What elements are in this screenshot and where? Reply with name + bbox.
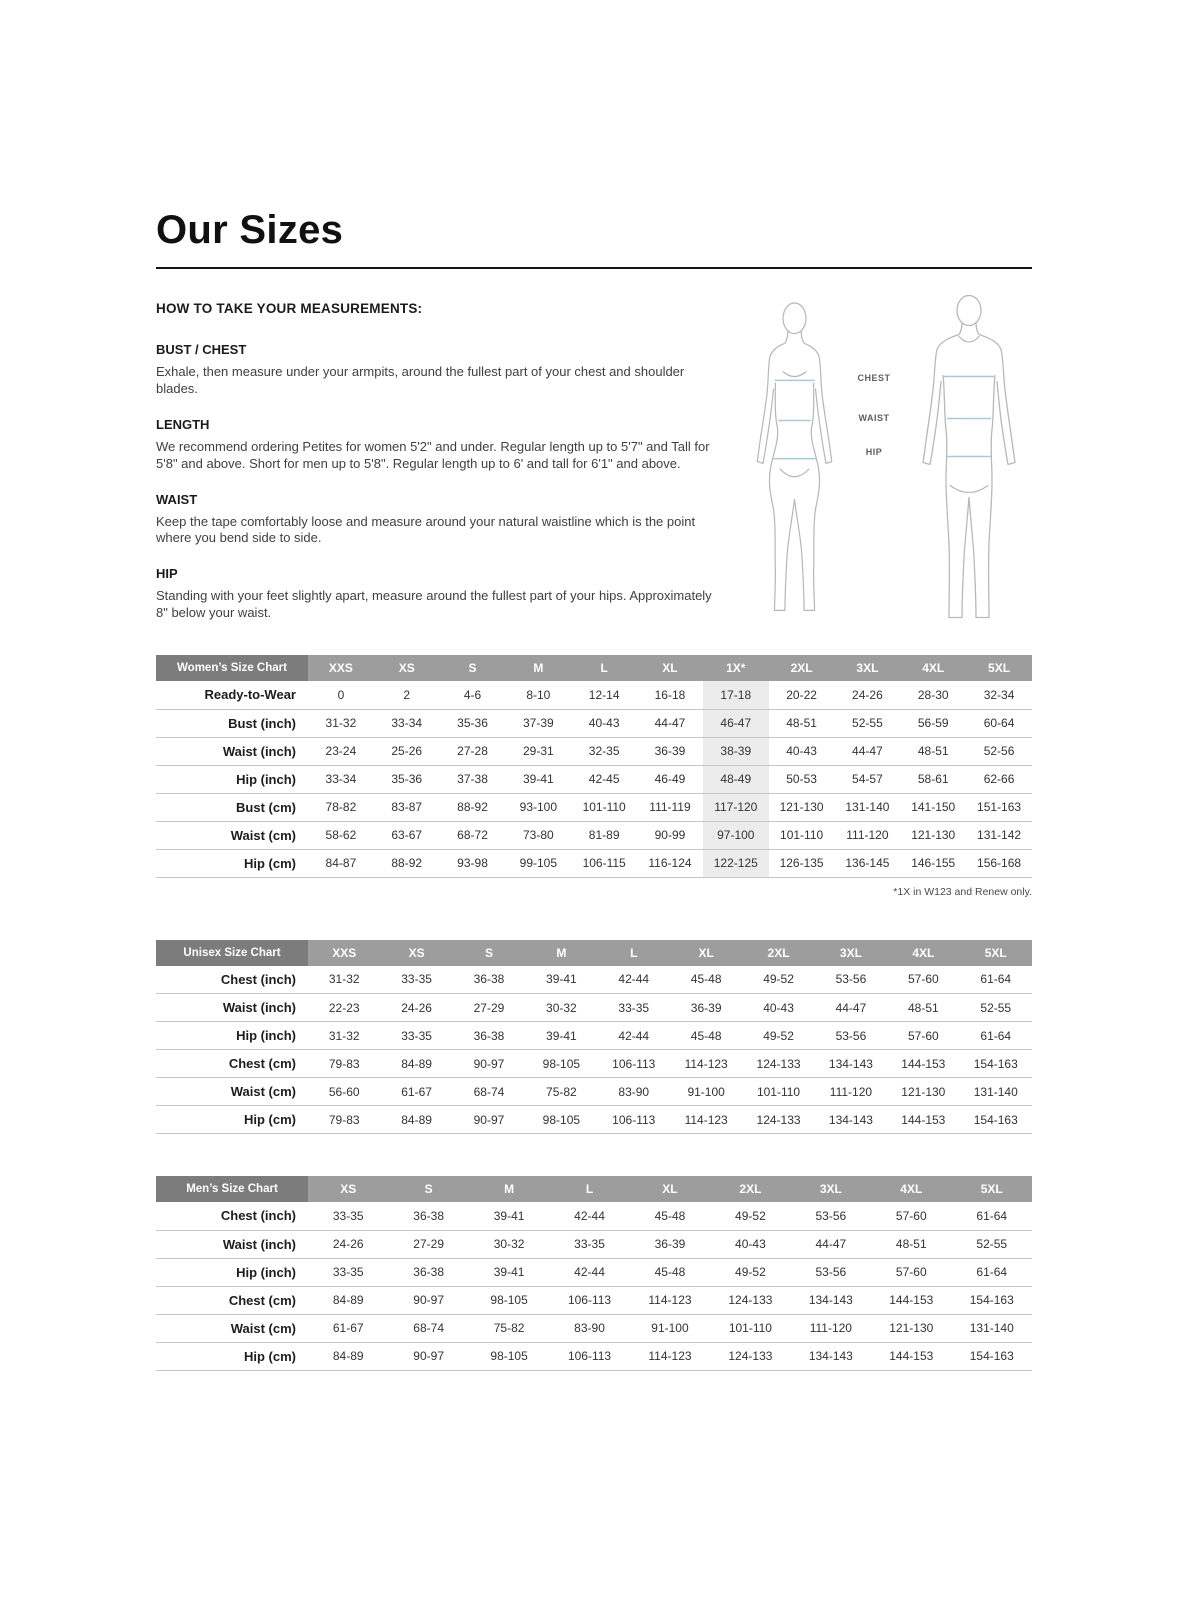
size-cell: 36-38: [413, 1265, 444, 1280]
size-column-header: XXS: [308, 940, 380, 966]
size-column-header: S: [453, 940, 525, 966]
size-column-header: XS: [308, 1176, 388, 1202]
size-cell: 114-123: [648, 1349, 692, 1364]
size-column-header: L: [598, 940, 670, 966]
size-cell: 124-133: [728, 1349, 773, 1364]
row-label: Waist (cm): [230, 1084, 296, 1100]
row-label: Chest (inch): [220, 971, 296, 987]
size-column-header: 1X*: [703, 655, 769, 681]
measurement-row: [156, 994, 1032, 1022]
row-label: Hip (cm): [244, 855, 296, 871]
section-title: BUST / CHEST: [156, 342, 247, 357]
size-cell: 61-64: [976, 1265, 1008, 1280]
figure-label-waist: WAIST: [858, 413, 890, 423]
section-body: Exhale, then measure under your armpits, around the fullest part of your chest and shoulder blades.: [156, 364, 685, 396]
size-cell: 36-39: [690, 1000, 722, 1015]
size-cell: 45-48: [690, 1028, 722, 1043]
size-cell: 131-140: [969, 1321, 1014, 1336]
size-column-header: 2XL: [769, 655, 835, 681]
size-cell: 144-153: [901, 1056, 946, 1071]
table-footnote: *1X in W123 and Renew only.: [893, 885, 1032, 898]
size-column-header: XL: [670, 940, 742, 966]
size-cell: 83-87: [391, 800, 423, 815]
size-cell: 144-153: [889, 1293, 934, 1308]
section-body: We recommend ordering Petites for women 5'2" and under. Regular length up to 5'7" and Tall for 5'8" and above. Short for men up to 5'8". Regular length up to 6' and tall for 6'1" and above.: [156, 438, 710, 471]
size-cell: 49-52: [735, 1208, 766, 1223]
size-column-header: M: [505, 655, 571, 681]
size-cell: 42-44: [574, 1208, 605, 1223]
measurement-row: [156, 1106, 1032, 1134]
size-table-men-s-size-chart: [156, 1176, 1032, 1371]
size-cell: 44-47: [815, 1237, 847, 1252]
size-cell: 90-97: [413, 1293, 444, 1308]
size-cell: 81-89: [588, 828, 620, 843]
size-cell: 61-67: [332, 1321, 364, 1336]
size-column-header: XS: [380, 940, 452, 966]
header-row: [156, 940, 1032, 966]
size-cell: 62-66: [983, 772, 1015, 787]
size-cell: 40-43: [763, 1000, 794, 1015]
size-cell: 33-34: [391, 716, 423, 731]
size-cell: 52-55: [976, 1237, 1008, 1252]
size-cell: 53-56: [835, 1028, 867, 1043]
size-cell: 134-143: [808, 1293, 853, 1308]
size-cell: 53-56: [815, 1265, 847, 1280]
size-cell: 36-38: [473, 972, 505, 987]
row-label: Hip (cm): [244, 1112, 296, 1128]
size-cell: 33-35: [618, 1000, 650, 1015]
size-cell: 98-105: [490, 1293, 528, 1308]
size-cell: 57-60: [907, 972, 939, 987]
size-cell: 121-130: [911, 828, 956, 843]
size-cell: 98-105: [542, 1056, 581, 1071]
size-table-women-s-size-chart: [156, 655, 1032, 878]
size-cell: 111-120: [846, 828, 889, 843]
size-cell: 33-35: [574, 1237, 605, 1252]
table-block-unisex-size-chart: [156, 940, 1032, 1135]
size-cell: 30-32: [546, 1000, 577, 1015]
row-label: Hip (inch): [236, 1264, 296, 1280]
size-cell: 154-163: [973, 1056, 1018, 1071]
size-cell: 57-60: [907, 1028, 939, 1043]
size-charts: [156, 655, 1032, 1371]
size-cell: 45-48: [690, 972, 722, 987]
measurement-row: [156, 681, 1032, 709]
size-cell: 61-67: [401, 1084, 432, 1099]
size-cell: 126-135: [779, 856, 824, 871]
size-cell: 40-43: [735, 1237, 766, 1252]
page-title: Our Sizes: [156, 208, 344, 252]
size-column-header: 3XL: [791, 1176, 871, 1202]
size-cell: 44-47: [852, 744, 883, 759]
header-row: [156, 1176, 1032, 1202]
size-cell: 83-90: [574, 1321, 605, 1336]
size-cell: 84-87: [325, 856, 357, 871]
row-label: Hip (cm): [244, 1348, 296, 1364]
size-cell: 91-100: [687, 1084, 725, 1099]
size-cell: 39-41: [493, 1208, 525, 1223]
size-cell: 49-52: [735, 1265, 766, 1280]
figure-label-chest: CHEST: [857, 373, 891, 383]
size-cell: 75-82: [493, 1321, 525, 1336]
size-cell: 84-89: [332, 1293, 364, 1308]
size-cell: 124-133: [756, 1112, 801, 1127]
size-column-header: 5XL: [966, 655, 1032, 681]
size-cell: 122-125: [703, 849, 769, 877]
size-cell: 39-41: [546, 972, 577, 987]
size-cell: 12-14: [588, 687, 620, 702]
section-body: Keep the tape comfortably loose and measure around your natural waistline which is the point where you bend side to side.: [156, 513, 696, 546]
size-cell: 106-115: [582, 856, 626, 871]
size-cell: 53-56: [815, 1208, 847, 1223]
section-length: [156, 417, 714, 473]
size-cell: 58-61: [917, 772, 949, 787]
measurement-row: [156, 1202, 1032, 1230]
size-cell: 39-41: [546, 1028, 577, 1043]
size-cell: 23-24: [325, 744, 357, 759]
size-cell: 48-51: [895, 1237, 927, 1252]
size-cell: 50-53: [786, 772, 817, 787]
row-label: Ready-to-Wear: [204, 687, 296, 703]
size-cell: 63-67: [391, 828, 423, 843]
body-measurement-figures: [742, 289, 1032, 634]
size-cell: 131-140: [845, 800, 890, 815]
size-cell: 90-99: [654, 828, 686, 843]
size-cell: 36-38: [413, 1208, 444, 1223]
figure-label-hip: HIP: [865, 447, 883, 457]
section-waist: [156, 492, 714, 548]
size-cell: 48-51: [786, 716, 817, 731]
size-cell: 121-130: [779, 800, 824, 815]
size-cell: 24-26: [332, 1237, 364, 1252]
size-column-header: 5XL: [952, 1176, 1033, 1202]
size-cell: 33-34: [325, 772, 357, 787]
size-cell: 49-52: [763, 1028, 794, 1043]
size-cell: 45-48: [654, 1265, 686, 1280]
section-title: WAIST: [156, 491, 198, 507]
size-cell: 39-41: [493, 1265, 525, 1280]
size-cell: 31-32: [325, 716, 357, 731]
size-cell: 42-45: [588, 772, 620, 787]
size-cell: 90-97: [473, 1056, 505, 1071]
size-cell: 131-140: [973, 1084, 1018, 1099]
size-cell: 33-35: [401, 1028, 432, 1043]
size-cell: 114-123: [684, 1112, 728, 1127]
measurement-row: [156, 793, 1032, 821]
size-cell: 75-82: [546, 1084, 577, 1099]
size-cell: 52-55: [852, 716, 883, 731]
row-label: Waist (cm): [230, 827, 296, 843]
size-cell: 35-36: [391, 772, 423, 787]
size-cell: 27-29: [473, 1000, 505, 1015]
size-cell: 44-47: [835, 1000, 867, 1015]
size-cell: 146-155: [911, 856, 956, 871]
size-cell: 52-55: [980, 1000, 1012, 1015]
size-cell: 84-89: [401, 1056, 432, 1071]
size-cell: 31-32: [328, 1028, 360, 1043]
size-cell: 44-47: [654, 716, 686, 731]
size-cell: 78-82: [325, 800, 357, 815]
size-cell: 28-30: [917, 687, 949, 702]
size-cell: 79-83: [328, 1112, 360, 1127]
size-cell: 24-26: [852, 687, 883, 702]
size-cell: 40-43: [786, 744, 817, 759]
size-cell: 31-32: [328, 972, 360, 987]
size-cell: 111-119: [649, 800, 691, 815]
instructions-heading: HOW TO TAKE YOUR MEASUREMENTS:: [156, 301, 423, 316]
size-column-header: XS: [374, 655, 440, 681]
size-cell: 154-163: [969, 1349, 1014, 1364]
size-column-header: XL: [637, 655, 703, 681]
size-column-header: 5XL: [960, 940, 1032, 966]
size-cell: 32-35: [588, 744, 620, 759]
section-bust-chest: [156, 342, 714, 398]
size-column-header: 4XL: [887, 940, 959, 966]
size-cell: 36-39: [654, 1237, 686, 1252]
size-cell: 154-163: [969, 1293, 1014, 1308]
size-cell: 91-100: [651, 1321, 689, 1336]
row-label: Waist (cm): [230, 1320, 296, 1336]
row-label: Waist (inch): [222, 743, 296, 759]
size-cell: 141-150: [911, 800, 956, 815]
size-column-header: L: [549, 1176, 629, 1202]
section-title: HIP: [156, 566, 178, 582]
size-column-header: M: [469, 1176, 549, 1202]
size-cell: 101-110: [756, 1084, 801, 1099]
size-cell: 32-34: [983, 687, 1015, 702]
size-cell: 151-163: [977, 800, 1022, 815]
size-cell: 42-44: [574, 1265, 605, 1280]
size-cell: 84-89: [401, 1112, 432, 1127]
male-figure: [907, 289, 1032, 634]
measurement-row: [156, 849, 1032, 877]
measurement-row: [156, 966, 1032, 994]
size-column-header: S: [440, 655, 506, 681]
size-cell: 0: [337, 687, 345, 702]
size-cell: 131-142: [977, 828, 1022, 843]
measurement-instructions: [156, 301, 714, 641]
row-label: Bust (inch): [228, 715, 296, 731]
size-cell: 33-35: [332, 1265, 364, 1280]
size-cell: 36-38: [473, 1028, 505, 1043]
size-cell: 4-6: [463, 687, 482, 702]
size-cell: 38-39: [703, 737, 769, 765]
measurement-row: [156, 1078, 1032, 1106]
size-cell: 101-110: [582, 800, 626, 815]
size-cell: 106-113: [567, 1349, 612, 1364]
size-cell: 33-35: [401, 972, 432, 987]
size-cell: 40-43: [588, 716, 620, 731]
row-label: Bust (cm): [236, 799, 296, 815]
size-cell: 68-74: [413, 1321, 444, 1336]
size-cell: 134-143: [808, 1349, 853, 1364]
chart-title: Men’s Size Chart: [156, 1176, 308, 1202]
size-cell: 93-100: [519, 800, 558, 815]
size-cell: 90-97: [413, 1349, 444, 1364]
measurement-row: [156, 1314, 1032, 1342]
measurement-row: [156, 1022, 1032, 1050]
size-cell: 134-143: [828, 1112, 873, 1127]
size-cell: 68-74: [473, 1084, 505, 1099]
size-cell: 48-51: [917, 744, 949, 759]
size-cell: 57-60: [895, 1208, 927, 1223]
measurement-row: [156, 765, 1032, 793]
measurement-row: [156, 709, 1032, 737]
row-label: Chest (cm): [228, 1056, 296, 1072]
size-cell: 116-124: [648, 856, 692, 871]
size-cell: 98-105: [542, 1112, 581, 1127]
size-cell: 42-44: [618, 972, 650, 987]
measurement-row: [156, 1050, 1032, 1078]
size-cell: 90-97: [473, 1112, 505, 1127]
size-cell: 22-23: [328, 1000, 360, 1015]
size-column-header: S: [388, 1176, 468, 1202]
size-cell: 58-62: [325, 828, 357, 843]
section-body: Standing with your feet slightly apart, measure around the fullest part of your hips. Approximately 8" below your waist.: [156, 588, 712, 621]
size-cell: 24-26: [401, 1000, 432, 1015]
size-cell: 48-49: [703, 765, 769, 793]
measurement-guide: [156, 301, 1032, 641]
row-label: Hip (inch): [236, 771, 296, 787]
size-cell: 106-113: [567, 1293, 612, 1308]
size-cell: 54-57: [852, 772, 883, 787]
size-cell: 124-133: [756, 1056, 801, 1071]
size-cell: 117-120: [703, 793, 769, 821]
size-column-header: XL: [630, 1176, 710, 1202]
measurement-row: [156, 821, 1032, 849]
size-column-header: L: [571, 655, 637, 681]
size-cell: 61-64: [976, 1208, 1008, 1223]
size-cell: 106-113: [612, 1112, 656, 1127]
size-cell: 79-83: [328, 1056, 360, 1071]
size-cell: 56-59: [917, 716, 949, 731]
measurement-row: [156, 1286, 1032, 1314]
size-cell: 27-28: [457, 744, 488, 759]
size-cell: 30-32: [493, 1237, 525, 1252]
size-cell: 46-47: [703, 709, 769, 737]
size-cell: 99-105: [519, 856, 558, 871]
measurement-row: [156, 1258, 1032, 1286]
size-column-header: 4XL: [871, 1176, 951, 1202]
row-label: Chest (inch): [220, 1208, 296, 1224]
size-cell: 56-60: [328, 1084, 360, 1099]
size-cell: 101-110: [728, 1321, 772, 1336]
size-cell: 88-92: [457, 800, 488, 815]
size-column-header: 2XL: [742, 940, 814, 966]
size-cell: 36-39: [654, 744, 686, 759]
size-cell: 124-133: [728, 1293, 773, 1308]
measurement-row: [156, 1342, 1032, 1370]
size-cell: 20-22: [786, 687, 817, 702]
table-block-men-s-size-chart: [156, 1176, 1032, 1371]
size-column-header: 3XL: [835, 655, 901, 681]
size-cell: 60-64: [983, 716, 1015, 731]
section-hip: [156, 566, 714, 622]
size-cell: 114-123: [648, 1293, 692, 1308]
size-cell: 106-113: [612, 1056, 656, 1071]
size-cell: 2: [403, 687, 411, 702]
size-column-header: XXS: [308, 655, 374, 681]
size-cell: 17-18: [703, 681, 769, 709]
chart-title: Unisex Size Chart: [156, 940, 308, 966]
size-cell: 46-49: [654, 772, 686, 787]
size-cell: 144-153: [901, 1112, 946, 1127]
size-cell: 144-153: [889, 1349, 934, 1364]
size-cell: 61-64: [980, 1028, 1012, 1043]
size-cell: 53-56: [835, 972, 867, 987]
size-cell: 37-39: [522, 716, 554, 731]
size-cell: 98-105: [490, 1349, 528, 1364]
section-title: LENGTH: [156, 416, 210, 432]
size-cell: 121-130: [889, 1321, 934, 1336]
size-cell: 52-56: [983, 744, 1015, 759]
size-cell: 29-31: [522, 744, 554, 759]
size-cell: 136-145: [845, 856, 890, 871]
size-cell: 68-72: [457, 828, 488, 843]
female-figure: [742, 289, 847, 634]
size-column-header: M: [525, 940, 597, 966]
size-cell: 25-26: [391, 744, 423, 759]
size-cell: 154-163: [973, 1112, 1018, 1127]
size-cell: 27-29: [413, 1237, 444, 1252]
size-cell: 39-41: [522, 772, 554, 787]
size-table-unisex-size-chart: [156, 940, 1032, 1135]
chart-title: Women’s Size Chart: [156, 655, 308, 681]
size-cell: 61-64: [980, 972, 1012, 987]
size-cell: 93-98: [457, 856, 488, 871]
size-cell: 49-52: [763, 972, 794, 987]
size-cell: 111-120: [829, 1084, 873, 1099]
size-cell: 156-168: [977, 856, 1022, 871]
size-cell: 101-110: [780, 828, 824, 843]
size-cell: 57-60: [895, 1265, 927, 1280]
table-block-women-s-size-chart: [156, 655, 1032, 898]
size-column-header: 3XL: [815, 940, 887, 966]
size-cell: 37-38: [457, 772, 488, 787]
measurement-row: [156, 1230, 1032, 1258]
size-column-header: 2XL: [710, 1176, 790, 1202]
size-cell: 114-123: [684, 1056, 728, 1071]
row-label: Hip (inch): [236, 1028, 296, 1044]
size-cell: 121-130: [901, 1084, 946, 1099]
row-label: Chest (cm): [228, 1292, 296, 1308]
header-row: [156, 655, 1032, 681]
size-cell: 73-80: [522, 828, 554, 843]
size-cell: 33-35: [332, 1208, 364, 1223]
size-cell: 84-89: [332, 1349, 364, 1364]
size-cell: 45-48: [654, 1208, 686, 1223]
measurement-row: [156, 737, 1032, 765]
title-divider: [156, 267, 1032, 269]
row-label: Waist (inch): [222, 1000, 296, 1016]
size-cell: 88-92: [391, 856, 423, 871]
size-cell: 48-51: [907, 1000, 939, 1015]
size-cell: 35-36: [457, 716, 488, 731]
size-cell: 42-44: [618, 1028, 650, 1043]
size-cell: 97-100: [703, 821, 769, 849]
size-cell: 111-120: [809, 1321, 852, 1336]
size-column-header: 4XL: [900, 655, 966, 681]
size-cell: 16-18: [654, 687, 686, 702]
size-cell: 8-10: [526, 687, 551, 702]
row-label: Waist (inch): [222, 1236, 296, 1252]
size-cell: 83-90: [618, 1084, 650, 1099]
size-cell: 134-143: [828, 1056, 873, 1071]
